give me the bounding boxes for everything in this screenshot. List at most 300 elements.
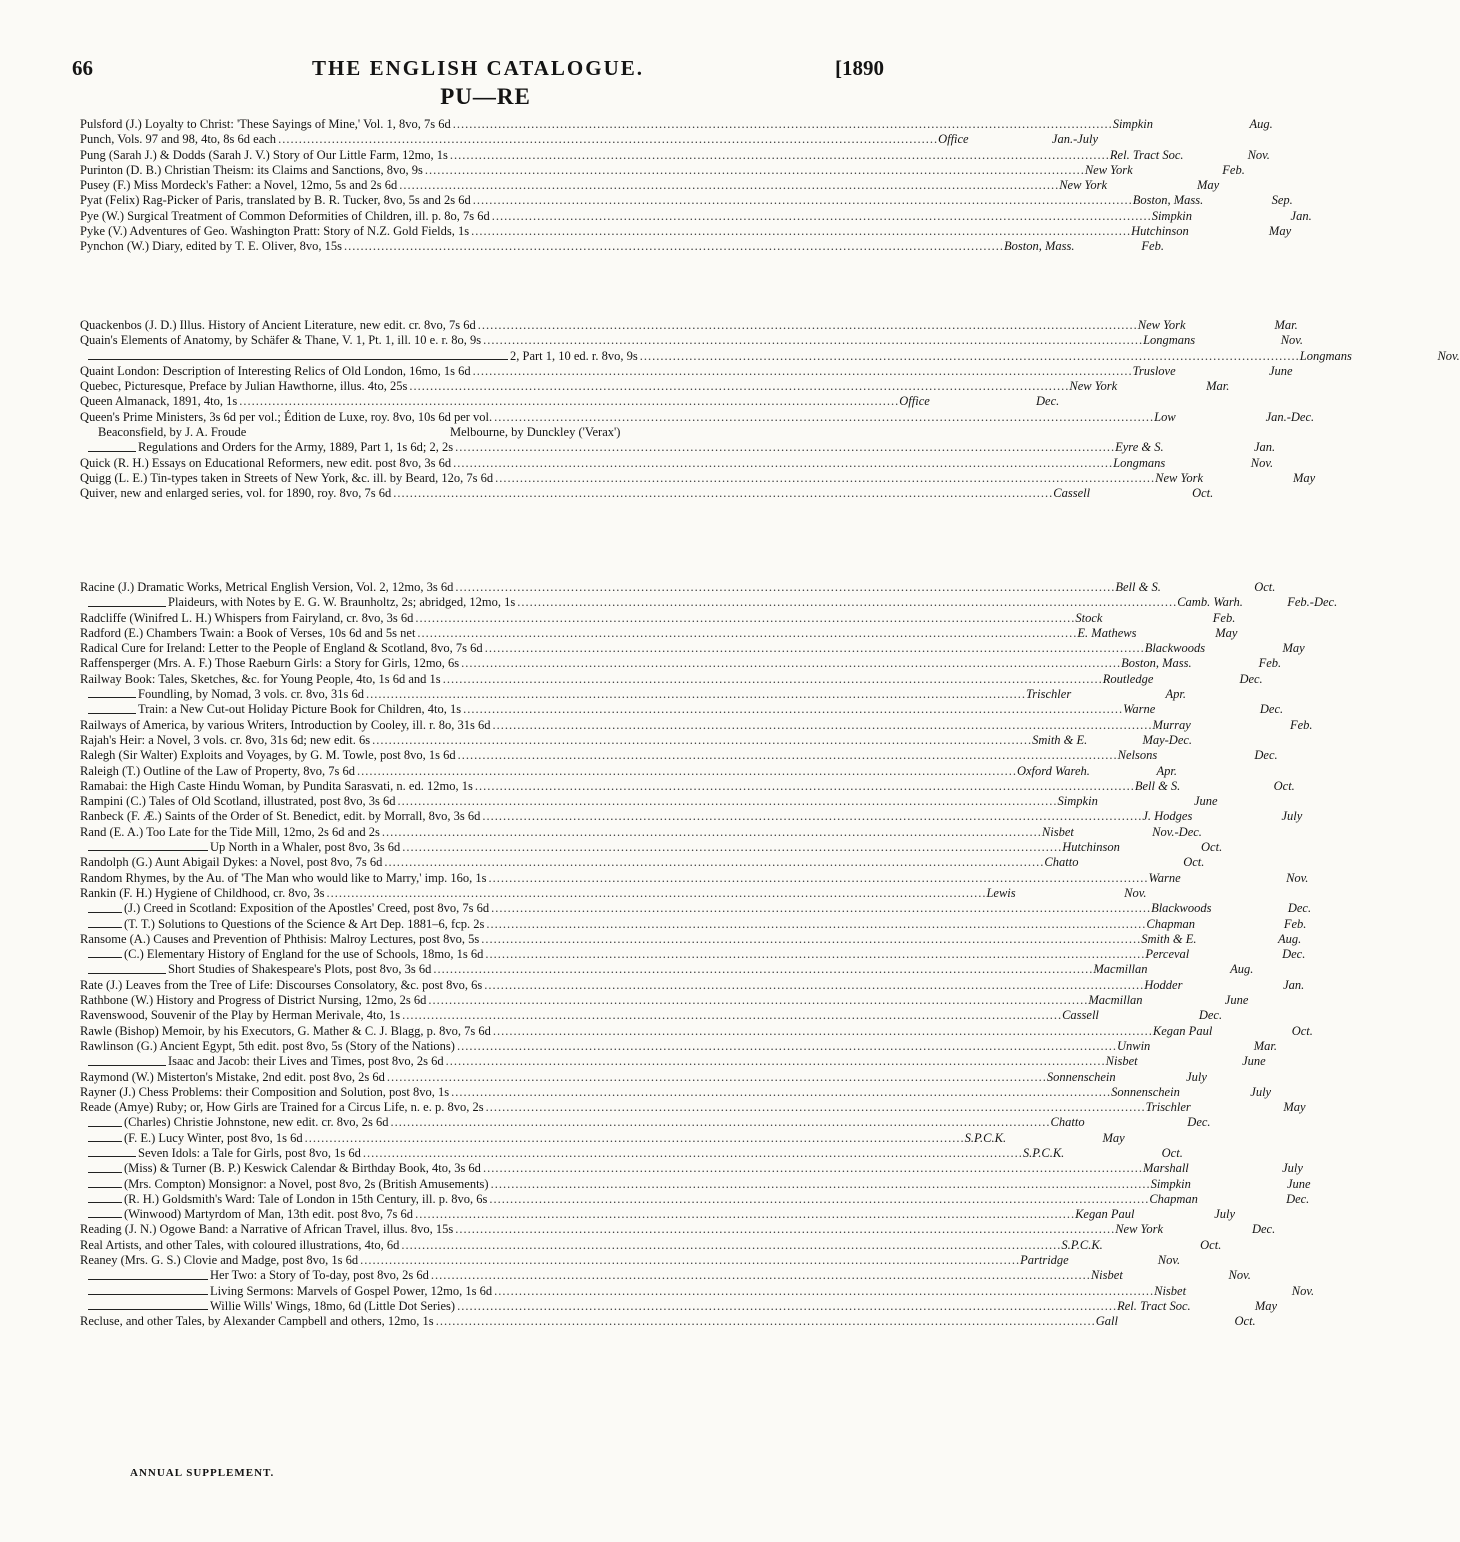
entry-publisher: Kegan Paul [1075,1207,1135,1222]
entry-month: Feb.-Dec. [1287,595,1338,610]
entry-publisher: Simpkin [1112,117,1153,131]
entry-description: Rawle (Bishop) Memoir, by his Executors, G. Mather & C. J. Blagg, p. 8vo, 7s 6d [80,1023,491,1038]
entry-publisher: Partridge [1020,1253,1069,1268]
entry-publisher: Sonnenschein [1111,1084,1180,1099]
leader-dots [364,687,1026,702]
catalogue-entry [80,947,1306,962]
ditto-rule [88,917,122,928]
leader-dots [361,1146,1023,1161]
entry-month: June [1193,794,1218,809]
leader-dots [455,1299,1117,1314]
entry-month: Dec. [1036,394,1060,409]
catalogue-entry [80,840,1223,855]
catalogue-entry [80,1023,1313,1039]
catalogue-entry [80,610,1236,626]
catalogue-entry [80,1130,1125,1146]
catalogue-entry [80,1084,1272,1100]
entry-publisher: New York [1115,1222,1164,1237]
ditto-rule [88,349,508,360]
entry-description: Racine (J.) Dramatic Works, Metrical English Version, Vol. 2, 12mo, 3s 6d [80,580,454,594]
leader-dots [237,394,899,409]
entry-publisher: New York [1137,318,1186,332]
entry-month: Dec. [1198,1008,1223,1023]
catalogue-entry [80,748,1278,763]
leader-dots [451,117,1113,132]
entry-publisher: Warne [1123,702,1156,717]
entry-description: 2, Part 1, 10 ed. r. 8vo, 9s [510,348,638,363]
entry-description: Quebec, Picturesque, Preface by Julian Hawthorne, illus. 4to, 25s [80,379,408,394]
leader-dots [482,978,1144,993]
entry-description: Pynchon (W.) Diary, edited by T. E. Oliver, 8vo, 15s [80,239,342,254]
entry-month: Mar. [1206,379,1230,394]
catalogue-entry [80,656,1282,671]
leader-dots [448,148,1110,163]
running-head [72,56,884,84]
catalogue-entry [80,778,1295,794]
entry-month: Oct. [1200,1237,1222,1252]
leader-dots [429,1268,1091,1283]
catalogue-entry [80,1161,1303,1176]
entry-publisher: Smith & E. [1032,732,1088,747]
entry-month: June [1286,1176,1311,1191]
entry-description: Rampini (C.) Tales of Old Scotland, illustrated, post 8vo, 3s 6d [80,794,396,809]
entry-month: Nov. [1286,870,1309,885]
ditto-rule [88,1177,122,1188]
ditto-rule [88,1161,122,1172]
entry-description: Plaideurs, with Notes by E. G. W. Braunholtz, 2s; abridged, 12mo, 1s [168,595,516,610]
entry-description: Radical Cure for Ireland: Letter to the People of England & Scotland, 8vo, 7s 6d [80,641,483,656]
catalogue-entry [80,916,1307,932]
catalogue-entry [80,625,1238,641]
entry-month: June [1268,363,1293,378]
catalogue-entry [80,671,1263,687]
catalogue-entry [80,580,1276,595]
entry-publisher: Nisbet [1041,824,1074,839]
entry-month: Sep. [1271,193,1293,208]
entry-month: Dec. [1239,671,1263,686]
entry-description: Randolph (G.) Aunt Abigail Dykes: a Novel, post 8vo, 7s 6d [80,855,383,870]
entry-publisher: Longmans [1143,333,1196,348]
entry-publisher: Cassell [1053,486,1091,501]
entry-description: Pusey (F.) Miss Mordeck's Father: a Novel, 12mo, 5s and 2s 6d [80,178,398,193]
leader-dots [355,764,1017,779]
entry-publisher: Chatto [1044,855,1079,870]
catalogue-entry [80,1191,1310,1207]
leader-dots [413,1207,1075,1222]
entry-description: Isaac and Jacob: their Lives and Times, post 8vo, 2s 6d [168,1054,444,1069]
entry-description: Willie Wills' Wings, 18mo, 6d (Little Dot Series) [210,1298,456,1313]
entry-description: Her Two: a Story of To-day, post 8vo, 2s 6d [210,1268,429,1283]
catalogue-entry [80,470,1316,486]
entry-publisher: Macmillan [1093,962,1148,977]
entry-publisher: Hodder [1144,977,1183,992]
entry-description: Raleigh (T.) Outline of the Law of Property, 8vo, 7s 6d [80,763,355,778]
entry-month: May [1292,470,1316,485]
section-title: PU—RE [440,84,531,109]
entry-publisher: Macmillan [1088,993,1143,1008]
entry-description: Railway Book: Tales, Sketches, &c. for Young People, 4to, 1s 6d and 1s [80,671,441,686]
catalogue-entry [80,641,1305,656]
leader-dots [426,993,1088,1008]
entry-month: June [1224,993,1249,1008]
entry-month: Oct. [1161,1145,1183,1160]
entry-publisher: Chapman [1149,1191,1198,1206]
entry-description: Up North in a Whaler, post 8vo, 3s 6d [210,840,401,855]
entry-description: (T. T.) Solutions to Questions of the Science & Art Dep. 1881–6, fcp. 2s [124,916,485,931]
catalogue-entry [80,162,1245,178]
catalogue-entry [80,379,1230,394]
entry-description: Reading (J. N.) Ogowe Band: a Narrative of African Travel, illus. 8vo, 15s [80,1222,454,1237]
leader-dots [459,656,1121,671]
entry-description: Quiver, new and enlarged series, vol. for 1890, roy. 8vo, 7s 6d [80,486,392,501]
entry-description: Ramabai: the High Caste Hindu Woman, by Pundita Sarasvati, n. ed. 12mo, 1s [80,778,473,793]
entry-month: Jan. [1253,440,1276,455]
leader-dots [441,672,1103,687]
entry-description: Rate (J.) Leaves from the Tree of Life: Discourses Consolatory, &c. post 8vo, 6s [80,977,483,992]
leader-dots [444,1054,1106,1069]
catalogue-entry [80,486,1214,501]
leader-dots [490,209,1152,224]
leader-dots [303,1131,965,1146]
entry-publisher: Chatto [1050,1115,1085,1130]
leader-dots [469,224,1131,239]
catalogue-entry [80,1100,1306,1115]
leader-dots [407,379,1069,394]
ditto-rule [88,440,136,451]
leader-dots [453,580,1115,595]
entry-publisher: Perceval [1145,947,1190,962]
section-q [80,318,1460,502]
catalogue-entry [80,1237,1222,1253]
leader-dots [415,626,1077,641]
leader-dots [400,840,1062,855]
leader-dots [471,364,1133,379]
entry-month: May [1102,1130,1125,1145]
entry-description: Pung (Sarah J.) & Dodds (Sarah J. V.) Story of Our Little Farm, 12mo, 1s [80,147,448,162]
entry-description: (F. E.) Lucy Winter, post 8vo, 1s 6d [124,1130,303,1145]
entry-description: Ransome (A.) Causes and Prevention of Phthisis: Malroy Lectures, post 8vo, 5s [80,931,480,946]
entry-publisher: Marshall [1142,1161,1189,1176]
entry-description: Pyat (Felix) Rag-Picker of Paris, translated by B. R. Tucker, 8vo, 5s and 2s 6d [80,193,471,208]
entry-description: Living Sermons: Marvels of Gospel Power, 12mo, 1s 6d [210,1283,493,1298]
entry-description: (J.) Creed in Scotland: Exposition of the Apostles' Creed, post 8vo, 7s 6d [124,901,490,916]
entry-publisher: New York [1069,379,1118,394]
entry-publisher: Truslove [1132,363,1176,378]
entry-month: June [1242,1054,1266,1069]
entry-description: Punch, Vols. 97 and 98, 4to, 8s 6d each [80,132,277,147]
entry-month: Nov. [1247,147,1270,162]
entry-month: Dec. [1286,1191,1310,1206]
entry-publisher: Camb. Warh. [1177,595,1243,610]
catalogue-entry [80,962,1254,977]
entry-month: Feb. [1258,656,1282,671]
catalogue-entry [80,1115,1211,1130]
entry-description: Rayner (J.) Chess Problems: their Composition and Solution, post 8vo, 1s [80,1084,450,1099]
ditto-rule [88,1115,122,1126]
entry-publisher: Warne [1148,870,1181,885]
entry-publisher: S.P.C.K. [964,1130,1007,1145]
entry-month: Feb. [1141,239,1164,254]
entry-month: Apr. [1156,763,1177,778]
entry-month: Nov. [1437,348,1460,363]
entry-month: Oct. [1192,486,1214,501]
entry-description: Queen's Prime Ministers, 3s 6d per vol.; Édition de Luxe, roy. 8vo, 10s 6d per vol. [80,409,493,424]
ditto-rule [88,1131,122,1142]
entry-month: May [1268,224,1292,239]
entry-publisher: Murray [1152,717,1191,732]
leader-dots [484,1100,1146,1115]
entry-description: Regulations and Orders for the Army, 1889, Part 1, 1s 6d; 2, 2s [138,440,454,455]
catalogue-entry [80,333,1304,348]
entry-month: Feb. [1289,717,1313,732]
catalogue-entry [80,1298,1278,1314]
entry-publisher: Simpkin [1150,1176,1191,1191]
catalogue-entry [80,239,1164,254]
entry-publisher: Boston, Mass. [1003,239,1075,254]
catalogue-entry [80,595,1338,610]
catalogue-entry [80,132,1099,147]
entry-description: Rankin (F. H.) Hygiene of Childhood, cr. 8vo, 3s [80,885,325,900]
entry-description: Short Studies of Shakespeare's Plots, post 8vo, 3s 6d [168,962,432,977]
entry-month: July [1282,1161,1303,1176]
entry-description: Ravenswood, Souvenir of the Play by Herman Merivale, 4to, 1s [80,1008,401,1023]
leader-dots [276,132,938,147]
entry-month: Aug. [1230,962,1254,977]
entry-publisher: Blackwoods [1151,901,1212,916]
entry-month: Jan. [1283,977,1305,992]
entry-publisher: Bell & S. [1115,580,1161,594]
entry-description: Quigg (L. E.) Tin-types taken in Streets of New York, &c. ill. by Beard, 12o, 7s 6d [80,470,494,485]
page-number: 66 [72,56,93,80]
leader-dots [434,1314,1096,1329]
catalogue-entry [80,1314,1256,1329]
entry-publisher: Rel. Tract Soc. [1117,1298,1191,1313]
leader-dots [449,1085,1111,1100]
entry-month: Aug. [1278,931,1302,946]
catalogue-entry [80,1054,1266,1069]
leader-dots [484,917,1146,932]
entry-month: Dec. [1259,702,1284,717]
leader-dots [483,947,1145,962]
entry-publisher: Boston, Mass. [1121,656,1192,671]
entry-month: Nov.-Dec. [1152,824,1202,839]
catalogue-entry [80,870,1309,886]
leader-dots [479,932,1141,947]
entry-description: Real Artists, and other Tales, with coloured illustrations, 4to, 6d [80,1237,400,1252]
entry-publisher: Eyre & S. [1115,440,1164,455]
entry-publisher: Gall [1095,1314,1118,1329]
leader-dots [487,1192,1149,1207]
entry-month: Feb. [1222,162,1245,177]
entry-publisher: Nisbet [1105,1054,1138,1069]
entry-publisher: Bell & S. [1134,778,1181,793]
leader-dots [453,1222,1115,1237]
leader-dots [489,1177,1151,1192]
entry-description: Pulsford (J.) Loyalty to Christ: 'These Sayings of Mine,' Vol. 1, 8vo, 7s 6d [80,117,451,131]
catalogue-entry [80,318,1298,333]
ditto-rule [88,947,122,958]
entry-description: Railways of America, by various Writers, Introduction by Cooley, ill. r. 8o, 31s 6d [80,717,491,732]
leader-dots [492,1284,1154,1299]
sub-entry-text: Beaconsfield, by J. A. Froude [98,425,247,440]
catalogue-entry [80,977,1305,993]
entry-month: Nov. [1228,1268,1251,1283]
leader-dots [491,718,1153,733]
entry-description: Foundling, by Nomad, 3 vols. cr. 8vo, 31s 6d [138,687,365,702]
entry-month: Mar. [1274,318,1298,332]
ditto-rule [88,840,208,851]
entry-description: (Mrs. Compton) Monsignor: a Novel, post 8vo, 2s (British Amusements) [124,1176,489,1191]
entry-publisher: Nisbet [1154,1283,1187,1298]
section-pu [80,117,1312,255]
leader-dots [380,825,1042,840]
entry-publisher: J. Hodges [1142,809,1193,824]
entry-description: (Miss) & Turner (B. P.) Keswick Calendar & Birthday Book, 4to, 3s 6d [124,1161,481,1176]
entry-publisher: Hutchinson [1131,224,1189,239]
leader-dots [493,471,1155,486]
leader-dots [638,349,1300,364]
catalogue-entry [80,224,1292,239]
entry-description: Rathbone (W.) History and Progress of District Nursing, 12mo, 2s 6d [80,993,427,1008]
entry-description: Pyke (V.) Adventures of Geo. Washington Pratt: Story of N.Z. Gold Fields, 1s [80,224,470,239]
entry-publisher: Nelsons [1117,748,1158,763]
entry-publisher: Simpkin [1151,208,1192,223]
entry-month: May [1196,178,1220,193]
entry-publisher: Office [938,132,969,147]
entry-month: Mar. [1253,1038,1277,1053]
entry-publisher: New York [1084,162,1133,177]
leader-dots [370,733,1032,748]
entry-month: Jan.-July [1051,132,1099,147]
entry-month: Nov. [1250,455,1274,470]
leader-dots [391,486,1053,501]
entry-publisher: Hutchinson [1062,840,1120,855]
catalogue-entry [80,1176,1311,1192]
entry-month: Oct. [1183,855,1205,870]
catalogue-entry [80,824,1202,840]
entry-description: Quick (R. H.) Essays on Educational Reformers, new edit. post 8vo, 3s 6d [80,455,452,470]
leader-dots [324,886,986,901]
entry-month: July [1281,809,1303,824]
entry-publisher: Unwin [1116,1038,1151,1053]
catalogue-entry [80,855,1205,870]
entry-month: July [1214,1207,1236,1222]
catalogue-entry [80,993,1249,1008]
year-marker: [1890 [835,56,884,80]
ditto-rule [88,1207,122,1218]
leader-dots [385,1070,1047,1085]
entry-publisher: Low [1154,409,1176,424]
catalogue-entry [80,208,1312,224]
leader-dots [461,702,1123,717]
catalogue-entry [80,363,1293,379]
catalogue-entry [80,732,1193,748]
sub-entry-text-2: Melbourne, by Dunckley ('Verax') [450,425,621,440]
catalogue-entry [80,117,1273,132]
entry-description: Ralegh (Sir Walter) Exploits and Voyages, by G. M. Towle, post 8vo, 1s 6d [80,748,456,763]
entry-description: Quain's Elements of Anatomy, by Schäfer & Thane, V. 1, Pt. 1, ill. 10 e. r. 8o, 9s [80,333,482,348]
leader-dots [483,641,1145,656]
catalogue-entry [80,1283,1315,1299]
entry-month: July [1250,1084,1272,1099]
catalogue-entry [80,455,1274,471]
leader-dots [492,410,1154,425]
catalogue-entry [80,178,1220,193]
leader-dots [476,318,1138,333]
entry-month: Oct. [1273,778,1295,793]
leader-dots [413,611,1075,626]
leader-dots [453,440,1115,455]
entry-publisher: Longmans [1299,348,1352,363]
catalogue-entry [80,702,1284,717]
entry-description: Rawlinson (G.) Ancient Egypt, 5th edit. post 8vo, 5s (Story of the Nations) [80,1038,455,1053]
entry-publisher: Blackwoods [1144,641,1206,656]
leader-dots [342,239,1004,254]
entry-month: Jan.-Dec. [1265,409,1315,424]
leader-dots [400,1008,1062,1023]
entry-description: Rand (E. A.) Too Late for the Tide Mill, 12mo, 2s 6d and 2s [80,824,380,839]
catalogue-entry [80,901,1312,916]
catalogue-entry [80,1145,1183,1161]
entry-publisher: Trischler [1145,1100,1191,1115]
leader-dots [451,456,1113,471]
entry-month: Feb. [1212,610,1236,625]
entry-month: Apr. [1165,687,1187,702]
entry-month: Jan. [1290,208,1312,223]
entry-description: Quackenbos (J. D.) Illus. History of Ancient Literature, new edit. cr. 8vo, 7s 6d [80,318,476,332]
entry-publisher: New York [1155,470,1203,485]
entry-description: Radcliffe (Winifred L. H.) Whispers from Fairyland, cr. 8vo, 3s 6d [80,610,414,625]
entry-description: Radford (E.) Chambers Twain: a Book of Verses, 10s 6d and 5s net [80,625,416,640]
ditto-rule [88,1054,166,1065]
catalogue-entry [80,1069,1207,1085]
entry-description: Recluse, and other Tales, by Alexander Campbell and others, 12mo, 1s [80,1314,434,1329]
leader-dots [382,855,1044,870]
entry-month: Dec. [1251,1222,1276,1237]
entry-month: Nov. [1280,333,1304,348]
catalogue-entry [80,809,1303,824]
leader-dots [358,1253,1020,1268]
catalogue-entry [80,1253,1181,1268]
ditto-rule [88,702,136,713]
leader-dots [480,809,1142,824]
catalogue-entry [80,687,1187,702]
entry-publisher: Nisbet [1090,1268,1123,1283]
ditto-rule [88,962,166,973]
entry-month: May [1283,1100,1306,1115]
leader-dots [486,871,1148,886]
leader-dots [399,1238,1061,1253]
catalogue-entry [80,763,1177,779]
entry-publisher: Stock [1075,610,1103,625]
ditto-rule [88,1268,208,1279]
leader-dots [456,748,1118,763]
entry-publisher: Office [899,394,930,409]
catalogue-entry [80,931,1302,947]
entry-publisher: Trischler [1026,687,1072,702]
entry-description: Quaint London: Description of Interesting Relics of Old London, 16mo, 1s 6d [80,363,471,378]
entry-month: Aug. [1249,117,1273,131]
entry-publisher: Rel. Tract Soc. [1109,147,1184,162]
entry-month: May [1215,625,1238,640]
catalogue-entry [80,193,1293,208]
entry-description: Pye (W.) Surgical Treatment of Common Deformities of Children, ill. p. 8o, 7s 6d [80,208,490,223]
catalogue-entry [80,717,1313,733]
entry-description: (Winwood) Martyrdom of Man, 13th edit. post 8vo, 7s 6d [124,1207,414,1222]
entry-month: Oct. [1254,580,1276,594]
leader-dots [481,333,1143,348]
entry-description: Reaney (Mrs. G. S.) Clovie and Madge, post 8vo, 1s 6d [80,1253,359,1268]
